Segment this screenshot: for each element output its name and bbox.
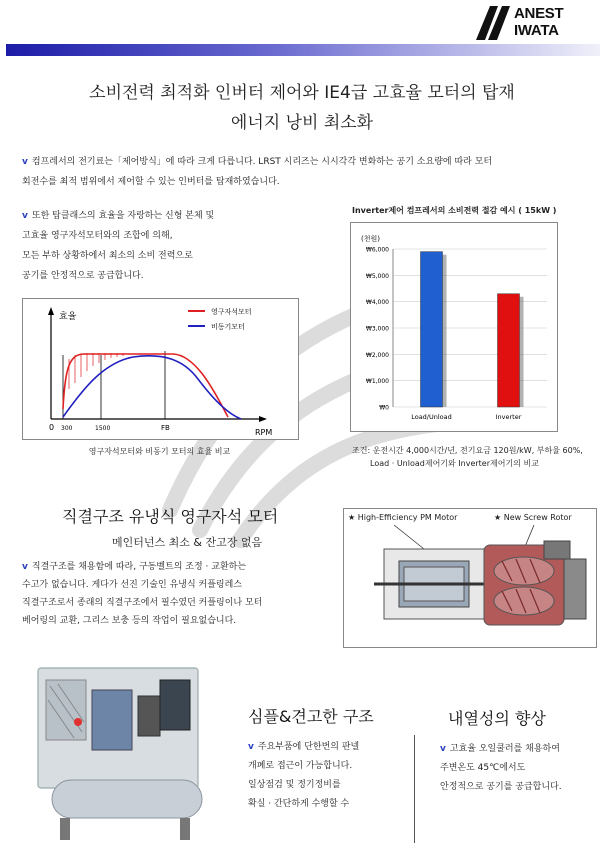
direct-paragraph: v 직결구조를 채용함에 따라, 구동벨트의 조정 · 교환하는 수고가 없습니다. 게다가 선진 기술인 유냉식 커플링레스 직결구조로서 종래의 직결구조에서 필수였던 커플링이나 모터 베어링의 교환, 그리스 보충 등의 작업이 필요없습니다. xyxy=(22,562,263,626)
simple-paragraph: v 주요부품에 단한번의 판넬 개폐로 접근이 가능합니다. 일상점검 및 정기정비를 확실 · 간단하게 수행할 수 xyxy=(248,742,360,809)
simple-title: 심플&견고한 구조 xyxy=(248,707,374,726)
efficiency-hatch xyxy=(69,353,123,389)
page-subtitle: 에너지 낭비 최소화 xyxy=(230,113,374,133)
tick-0: 0 xyxy=(49,423,55,432)
bar-chart-svg xyxy=(351,223,557,431)
diagram-label-screw-rotor: ★ New Screw Rotor xyxy=(494,513,572,522)
legend-pm: 영구자석모터 xyxy=(211,308,252,316)
brand-logo xyxy=(476,6,596,40)
bar-chart-note: 조건: 운전시간 4,000시간/년, 전기요금 120원/kW, 부하율 60%, Load · Unload제어기와 Inverter제어기의 비교 xyxy=(352,446,583,468)
check-mark: v xyxy=(22,562,28,572)
tick-300: 300 xyxy=(61,425,73,432)
compressor-illustration xyxy=(30,650,220,846)
bar-shadow xyxy=(520,297,524,407)
bar-inverter xyxy=(498,294,520,407)
direct-title: 직결구조 유냉식 영구자석 모터 xyxy=(62,507,279,526)
check-mark: v xyxy=(22,211,28,221)
tick-fb: FB xyxy=(161,424,170,432)
efficiency-caption: 영구자석모터와 비동기 모터의 효율 비교 xyxy=(88,447,231,456)
efficiency-chart-svg xyxy=(23,299,298,439)
check-mark: v xyxy=(440,744,446,754)
bar-chart-title: Inverter제어 컴프레서의 소비전력 절감 예시 ( 15kW ) xyxy=(352,206,557,215)
motor-diagram xyxy=(343,508,597,648)
legend-async: 비동기모터 xyxy=(211,323,245,331)
heat-paragraph: v 고효율 오일쿨러를 채용하여 주변온도 45℃에서도 안정적으로 공기를 공급합니다. xyxy=(440,744,562,792)
motor-cutaway-illustration xyxy=(344,509,596,647)
check-mark: v xyxy=(22,157,28,167)
bar-ytick-label: ₩1,000 xyxy=(365,378,389,386)
intro-paragraph-2: v 또한 탑클래스의 효율을 자랑하는 신형 본체 및 고효율 영구자석모터와의 조합에 의해, 모든 부하 상황하에서 최소의 소비 전력으로 공기를 안정적으로 공급합니다. xyxy=(22,211,215,281)
tick-1500: 1500 xyxy=(95,425,111,432)
bar-ytick-label: ₩2,000 xyxy=(365,351,389,359)
bar-chart xyxy=(350,222,558,432)
efficiency-xlabel: RPM xyxy=(255,428,273,437)
bar-ytick-label: ₩0 xyxy=(379,404,389,412)
bar-ytick-label: ₩3,000 xyxy=(365,325,389,333)
diagram-label-pm-motor: ★ High-Efficiency PM Motor xyxy=(348,513,458,522)
check-mark: v xyxy=(248,742,254,752)
brand-line2: IWATA xyxy=(514,22,559,39)
bar-shadow xyxy=(443,255,447,407)
page-title: 소비전력 최적화 인버터 제어와 IE4급 고효율 모터의 탑재 xyxy=(89,83,515,103)
async-motor-curve xyxy=(63,356,241,419)
direct-subtitle: 메인터넌스 최소 & 잔고장 없음 xyxy=(112,536,263,549)
section-divider xyxy=(414,735,415,843)
bar-chart-unit: (천원) xyxy=(361,235,380,243)
bar-load-unload xyxy=(421,252,443,407)
header-band xyxy=(6,44,600,56)
bar-ytick-label: ₩4,000 xyxy=(365,299,389,307)
brand-line1: ANEST xyxy=(514,5,564,22)
bar-category-label: Load/Unload xyxy=(411,413,452,421)
heat-title: 내열성의 향상 xyxy=(448,709,546,728)
intro-paragraph-1: v 컴프레서의 전기료는「제어방식」에 따라 크게 다릅니다. LRST 시리즈는 시시각각 변화하는 공기 소요량에 따라 모터 회전수를 최적 범위에서 제어할 수 있는 인버터를 탑재하였습니다. xyxy=(22,157,493,187)
bar-ytick-label: ₩6,000 xyxy=(365,246,389,254)
brand-logo-mark xyxy=(476,6,516,40)
efficiency-ylabel: 효율 xyxy=(59,312,77,322)
bar-ytick-label: ₩5,000 xyxy=(365,272,389,280)
efficiency-chart xyxy=(22,298,299,440)
bar-category-label: Inverter xyxy=(495,413,522,421)
